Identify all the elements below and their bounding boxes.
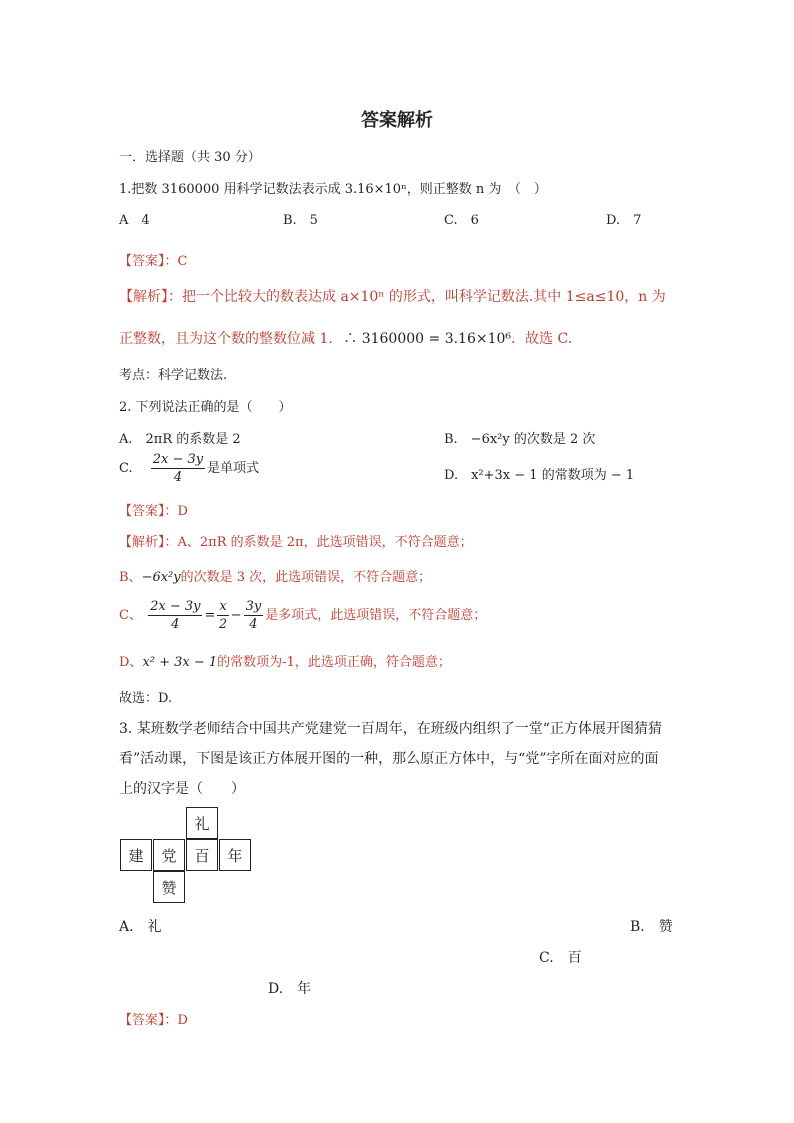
fraction-denominator: 4: [173, 470, 183, 485]
fraction-denominator: 4: [249, 617, 258, 632]
q1-analysis-line1: [119, 286, 666, 306]
q2-analysis-line-a: [119, 531, 473, 550]
answer-value: D: [177, 1013, 188, 1028]
line-tail: 的常数项为-1，此选项正确，符合题意；: [217, 655, 451, 670]
net-face-right1: 百: [186, 839, 218, 871]
q2-option-c-label: C.: [119, 461, 133, 476]
fraction-numerator: 2x − 3y: [150, 599, 201, 614]
analysis-text-2c: ．故选 C.: [511, 331, 573, 347]
q2-option-a: A. 2πR 的系数是 2: [119, 432, 241, 447]
q3-option-c: C. 百: [539, 950, 582, 966]
q1-point: 考点：科学记数法.: [119, 368, 228, 383]
fraction-numerator: x: [219, 599, 227, 614]
q3-stem-line2: 看”活动课，下图是该正方体展开图的一种，那么原正方体中，与“党”字所在面对应的面: [119, 751, 659, 767]
fraction: [244, 598, 264, 633]
answer-value: C: [177, 254, 188, 269]
q2-analysis-line-b: [119, 566, 431, 585]
q2-conclusion: 故选：D.: [119, 691, 173, 706]
net-face-center: 党: [153, 839, 185, 871]
fraction: [217, 598, 228, 633]
q2-option-b: B. −6x²y 的次数是 2 次: [444, 432, 596, 447]
q1-option-c: C. 6: [444, 213, 479, 228]
analysis-text: 把一个比较大的数表达成 a×10ⁿ 的形式，叫科学记数法.其中 1≤a≤10，n 为: [182, 289, 666, 305]
q3-option-b: B. 赞: [630, 919, 673, 935]
answer-value: D: [177, 504, 188, 519]
page-title: 答案解析: [361, 110, 433, 131]
line-tail: 的次数是 3 次，此选项错误，不符合题意；: [180, 570, 432, 585]
math-expression: x² + 3x − 1: [142, 655, 218, 670]
net-face-bottom: 赞: [153, 871, 185, 903]
q1-answer: [119, 250, 187, 269]
answer-tag: 【答案】：: [119, 504, 178, 519]
analysis-math: ∴ 3160000 = 3.16×10⁶: [343, 331, 512, 347]
q2-stem: 2. 下列说法正确的是（ ）: [119, 400, 292, 415]
analysis-tag: 【解析】：: [119, 535, 178, 550]
net-face-left: 建: [120, 839, 152, 871]
fraction: [148, 598, 202, 633]
analysis-text: A、2πR 的系数是 2π，此选项错误，不符合题意；: [177, 535, 473, 550]
fraction-denominator: 2: [218, 617, 228, 632]
analysis-text-2a: 正整数，且为这个数的整数位减 1.: [119, 331, 333, 347]
answer-tag: 【答案】：: [119, 1013, 178, 1028]
q3-stem-line1: 3. 某班数学老师结合中国共产党建党一百周年，在班级内组织了一堂“正方体展开图猜猜: [119, 721, 662, 737]
q3-answer: [119, 1009, 188, 1028]
q2-analysis-line-d: [119, 651, 451, 670]
q2-analysis-line-c: [119, 598, 486, 633]
line-prefix: D、: [119, 655, 143, 670]
fraction: [151, 451, 205, 486]
q1-option-b: B. 5: [283, 213, 318, 228]
q2-option-d: D. x²+3x − 1 的常数项为 − 1: [444, 468, 635, 483]
line-prefix: C、: [119, 608, 142, 623]
q3-option-a: A. 礼: [119, 919, 162, 935]
q3-option-d: D. 年: [268, 981, 312, 997]
q1-analysis-line2: [119, 328, 572, 348]
fraction-numerator: 2x − 3y: [152, 452, 204, 467]
q1-stem: 1.把数 3160000 用科学记数法表示成 3.16×10ⁿ，则正整数 n 为 （ ）: [119, 182, 547, 197]
net-face-right2: 年: [219, 839, 251, 871]
q2-option-c: [119, 451, 259, 486]
q2-option-c-tail: 是单项式: [207, 461, 260, 476]
net-face-top: 礼: [186, 807, 218, 839]
minus-sign: −: [230, 608, 242, 623]
fraction-denominator: 4: [171, 617, 180, 632]
fraction-numerator: 3y: [245, 599, 262, 614]
section-heading: 一．选择题（共 30 分）: [119, 150, 261, 165]
q3-stem-line3: 上的汉字是（ ）: [119, 781, 245, 797]
line-prefix: B、: [119, 570, 142, 585]
analysis-tag: 【解析】：: [119, 289, 182, 305]
q1-option-a: A 4: [119, 213, 150, 228]
line-tail: 是多项式，此选项错误，不符合题意；: [265, 608, 487, 623]
math-expression: −6x²y: [141, 570, 181, 585]
q2-answer: [119, 500, 188, 519]
equals-sign: =: [204, 608, 216, 623]
answer-tag: 【答案】：: [119, 254, 178, 269]
q1-option-d: D. 7: [606, 213, 642, 228]
